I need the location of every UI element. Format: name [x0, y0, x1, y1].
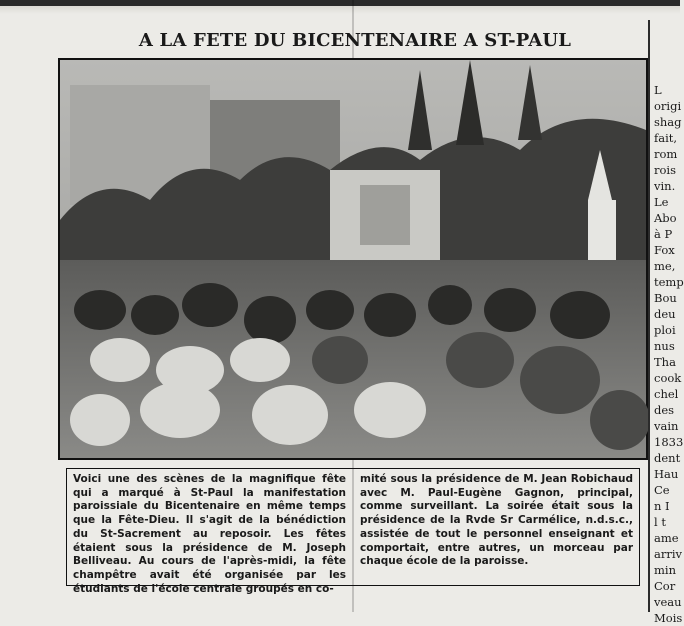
news-photo	[58, 58, 648, 460]
fragment-line: shag	[654, 115, 682, 129]
clipped-masthead-strip	[0, 0, 680, 14]
fragment-line: Cor	[654, 579, 676, 593]
fragment-line: rom	[654, 147, 678, 161]
fragment-line: à P	[654, 227, 673, 241]
fragment-line: L	[654, 83, 662, 97]
caption-column-1: Voici une des scènes de la magnifique fête qui a marqué à St-Paul la manifestation paroissiale du Bicentenaire en même temps que la Fête-Dieu. Il s'agit de la bénédiction du St-Sacrement au reposoir. Les fêtes étaient sous la présidence de M. Joseph Belliveau. Au cours de l'après-midi, la fête champêtre avait été organisée par les étudiants de l'école centrale groupés en co-	[73, 473, 346, 595]
fragment-line: veau	[654, 595, 682, 609]
fragment-line: origi	[654, 99, 682, 113]
fragment-line: Mois	[654, 611, 683, 625]
adjacent-article-fragment	[654, 82, 684, 626]
fragment-line: n I	[654, 499, 670, 513]
fragment-line: Bou	[654, 291, 677, 305]
fragment-line: me,	[654, 259, 676, 273]
fragment-line: Ce	[654, 483, 670, 497]
fragment-line: rois	[654, 163, 677, 177]
fragment-line: Tha	[654, 355, 676, 369]
fragment-line: Le	[654, 195, 669, 209]
fragment-line: ploi	[654, 323, 676, 337]
fragment-line: Fox	[654, 243, 675, 257]
fragment-line: ame	[654, 531, 679, 545]
fragment-line: Hau	[654, 467, 679, 481]
fragment-line: l t	[654, 515, 666, 529]
fragment-line: deu	[654, 307, 676, 321]
caption-column-2: mité sous la présidence de M. Jean Robichaud avec M. Paul-Eugène Gagnon, principal, comme surveillant. La soirée était sous la présidence de la Rvde Sr Carmélice, n.d.s.c., assistée de tout le personnel enseignant et comportait, entre autres, un morceau par chaque école de la paroisse.	[360, 473, 633, 568]
fragment-line: chel	[654, 387, 679, 401]
fragment-line: fait,	[654, 131, 678, 145]
fragment-line: temp	[654, 275, 684, 289]
fragment-line: Abo	[654, 211, 677, 225]
fragment-line: vain	[654, 419, 679, 433]
photo-caption	[66, 468, 640, 595]
fragment-line: des	[654, 403, 675, 417]
fragment-line: nus	[654, 339, 675, 353]
fragment-line: min	[654, 563, 676, 577]
fragment-line: cook	[654, 371, 682, 385]
fragment-line: 1833	[654, 435, 684, 449]
fragment-line: dent	[654, 451, 681, 465]
headline: A LA FETE DU BICENTENAIRE A ST-PAUL	[138, 30, 572, 51]
column-rule	[648, 20, 650, 612]
fragment-line: arriv	[654, 547, 683, 561]
fragment-line: vin.	[654, 179, 676, 193]
